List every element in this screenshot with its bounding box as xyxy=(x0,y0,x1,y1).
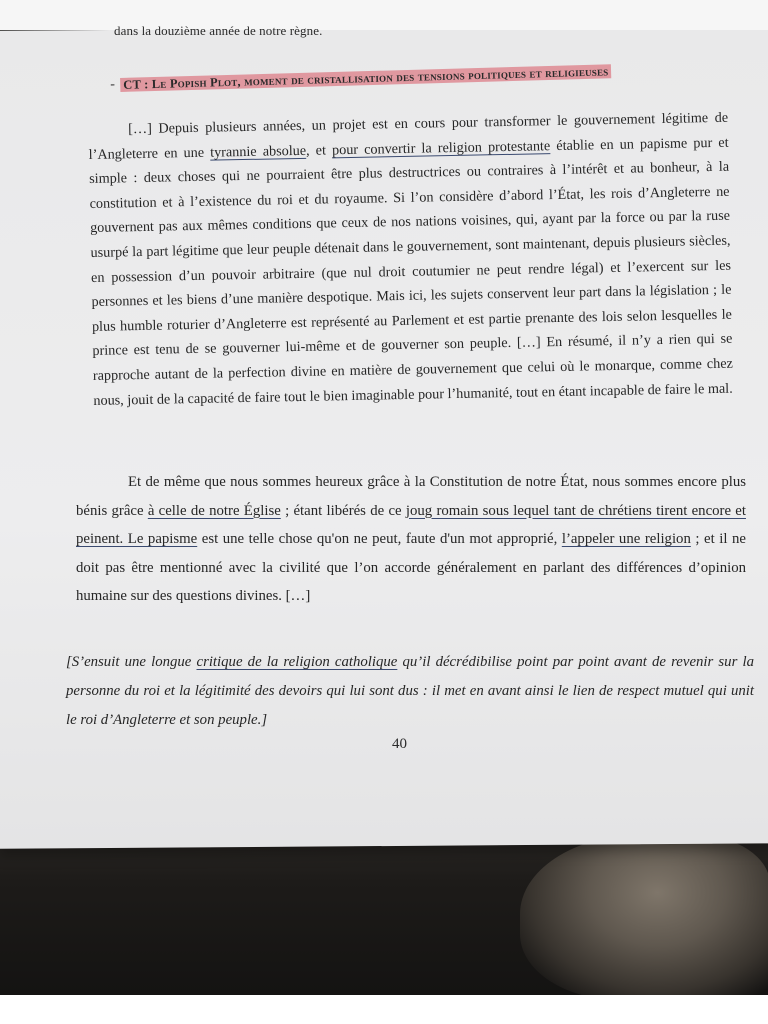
underline-tyrannie: tyrannie absolue xyxy=(210,142,307,161)
paragraph-3-text-1: [S’ensuit une longue xyxy=(66,654,197,670)
underline-religion-protestante: pour convertir la religion protestante xyxy=(331,137,551,158)
previous-page-line: dans la douzième année de notre règne. xyxy=(114,23,323,38)
paragraph-2-text-2: ; étant libérés de ce xyxy=(280,502,406,519)
heading-title: CT : Le Popish Plot, moment de cristallisation des tensions politiques et religieuses xyxy=(120,64,612,92)
paragraph-1-text-2: , et xyxy=(305,141,333,159)
paragraph-3 xyxy=(66,648,754,735)
paragraph-1 xyxy=(88,106,734,413)
paragraph-1-text-1: […] Depuis plusieurs années, un projet est en cours pour transformer le gouvernement légitime de l’Angleterre en une xyxy=(88,109,729,163)
paragraph-2 xyxy=(76,468,746,611)
underline-joug-romain: joug romain sous lequel tant de chrétiens tirent encore et peinent. Le papisme xyxy=(76,502,746,547)
paragraph-2-text-3: est une telle chose qu'on ne peut, faute d'un mot approprié, xyxy=(197,531,562,547)
page-number: 40 xyxy=(392,736,407,752)
underline-religion: l’appeler une religion xyxy=(561,531,691,547)
paragraph-1-text-3: établie en un papisme pur et simple : deux choses qui ne pourraient être plus destructrices ou contraires à l’intérêt et au bonheur, à la constitution et à l’existence du roi et du royaume. Si l’on considère d’abord l’État, les rois d’Angleterre ne gouvernent pas aux mêmes conditions que ceux de nos nations voisines, qui, ayant par la force ou par la ruse usurpé la part légitime que leur peuple détenait dans le gouvernement, sont maintenant, depuis plusieurs siècles, en possession d’un pouvoir arbitraire (que nul droit coutumier ne peut rendre légal) et l’exercent sur les personnes et les biens d’une manière despotique. Mais ici, les sujets conservent leur part dans la législation ; le plus humble roturier d’Angleterre est représenté au Parlement et est partie prenante des lois selon lesquelles le prince est tenu de se gouverner lui-même et de gouverner son peuple. […] En résumé, il n’y a rien qui se rapproche autant de la perfection divine en matière de gouvernement que celui où le monarque, comme chez nous, jouit de la capacité de faire tout le bien imaginable pour l’humanité, tout en étant incapable de faire le mal. xyxy=(89,134,733,409)
fabric-texture xyxy=(520,835,768,995)
heading-dash: - xyxy=(110,77,116,93)
paragraph-3-text-2: qu’il décrédibilise point par point avant de revenir sur la personne du roi et la légitimité des devoirs qui lui sont dus : il met en avant ainsi le lien de respect mutuel qui unit le roi d’Angleterre et son peuple.] xyxy=(66,654,754,728)
underline-critique: critique de la religion catholique xyxy=(196,654,398,670)
paragraph-2-text-1: Et de même que nous sommes heureux grâce à la Constitution de notre État, nous sommes encore plus bénis grâce xyxy=(76,474,746,519)
paragraph-2-text-4: ; et il ne doit pas être mentionné avec la civilité que l’on accorde généralement en parlant des différences d’opinion humaine sur des questions divines. […] xyxy=(76,531,746,604)
underline-eglise: à celle de notre Église xyxy=(147,502,281,519)
